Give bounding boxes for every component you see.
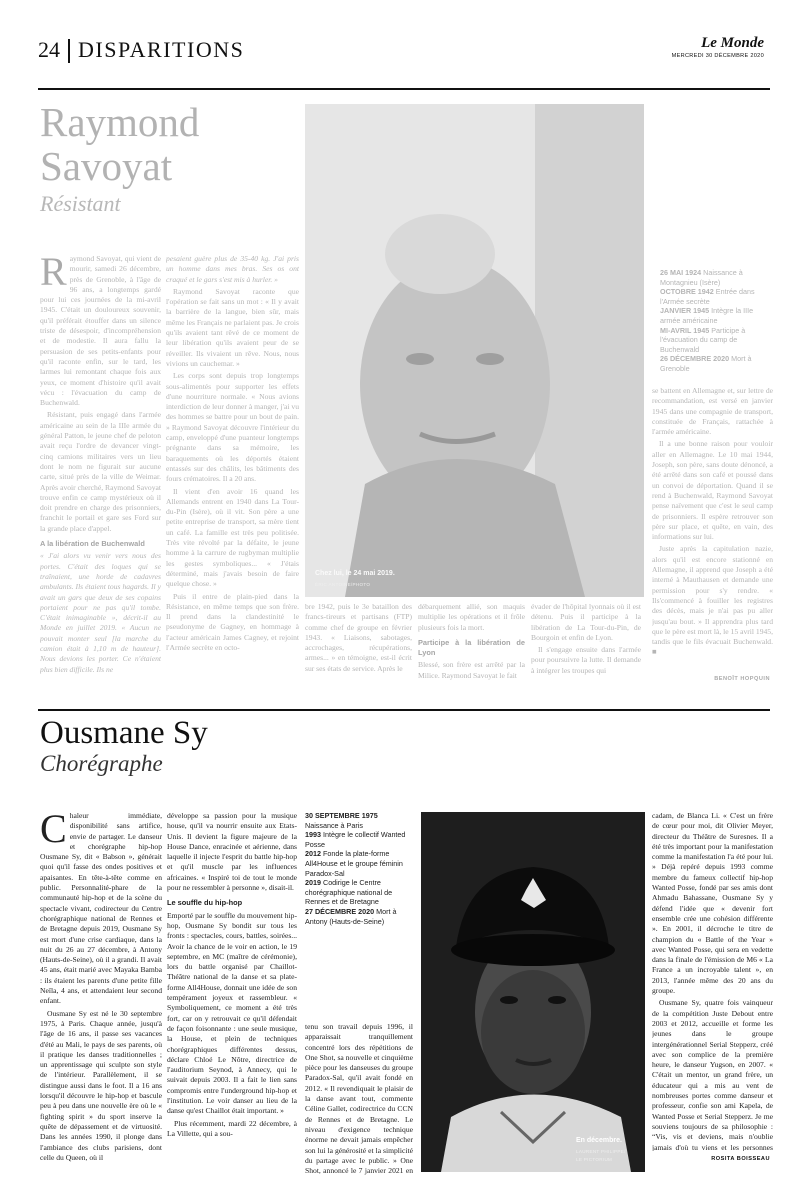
article1-role: Résistant <box>40 191 121 216</box>
article2-role: Chorégraphe <box>40 751 163 776</box>
article2-column-1: Chaleur immédiate, disponibilité sans artifice, envie de partager. Le danseur et chorégraphe hip-hop Ousmane Sy, dit « Babson », générait quoi qu'il fasse des ondes positives et apaisantes. En tête-à-tête comme en public. Personnalité-phare de la communauté hip-hop et de la scène du spectacle vivant, codirecteur du Centre chorégraphique national de Rennes et de Bretagne depuis 2019, Ousmane Sy est mort d'une crise cardiaque, dans la nuit du 26 au 27 décembre, à Antony (Hauts-de-Seine), où il a grandi. Il avait 45 ans, était marié avec Mayaka Bamba : ils étaient les parents d'une petite fille Neïla, 4 ans, et attendaient leur second enfant. Ousmane Sy est né le 30 septembre 1975, à Paris. Chaque année, jusqu'à l'âge de 16 ans, il passe ses vacances d'été au Mali, le pays de ses parents, où il pratique les danses traditionnelles ; un apprentissage qui sculpte son style de l'intérieur. Parallèlement, il se distingue aussi dans le foot. Il a 16 ans lorsqu'il découvre le hip-hop et bascule peu à peu dans une nouvelle ère où le « fighting spirit » du sport inserve la quête de dépassement et de virtuosité. Dans les années 1990, il plonge dans l'ambiance des clubs parisiens, dont celle du Queen, où il <box>40 811 162 1162</box>
bio-entry: OCTOBRE 1942 Entrée dans l'Armée secrète <box>660 287 755 306</box>
bio-entry: 1993 Intègre le collectif Wanted Posse <box>305 830 406 849</box>
section-rule <box>38 709 770 711</box>
article2-dropcap: C <box>40 811 67 851</box>
bio-entry: 26 DÉCEMBRE 2020 Mort à Grenoble <box>660 354 752 373</box>
article1-subhead-2: Participe à la libération de Lyon <box>418 637 525 658</box>
bio-entry: 2012 Fonde la plate-forme All4House et le groupe féminin Paradox-Sal <box>305 849 403 878</box>
bio-entry: JANVIER 1945 Intègre la IIIe armée américaine <box>660 306 754 325</box>
article2-photo-credit-1: LAURENT PHILIPPE/ <box>576 1149 626 1154</box>
article1-subhead-1: A la libération de Buchenwald <box>40 539 145 549</box>
bio-entry: MI-AVRIL 1945 Participe à l'évacuation du camp de Buchenwald <box>660 325 746 354</box>
article1-photo-credit: ÉRIC ANTOINE/PHOTO <box>315 582 371 587</box>
issue-date: MERCREDI 30 DÉCEMBRE 2020 <box>671 53 764 59</box>
header-divider <box>68 39 70 63</box>
article1-bio <box>660 268 772 374</box>
article2-title: Ousmane Sy <box>40 715 208 751</box>
article2-bio <box>305 811 413 926</box>
article1-column-6: se battent en Allemagne et, sur lettre de recommandation, est versé en janvier 1945 dans une compagnie de transport, constituée de Français, rattachée à l'armée américaine. Il a une bonne raison pour vouloir aller en Allemagne. Le 10 mai 1944, Joseph, son père, sans doute dénoncé, a été arrêté dans son café et poussé dans un convoi de déportation. Quand il se rend à Buchenwald, Raymond Savoyat pense naïvement que c'est le seul camp de prisonniers. Il espère retrouver son père sur place, et quête, en vain, des informations sur lui. Juste après la capitulation nazie, alors qu'il est encore stationné en Allemagne, il apprend que Joseph a été interné à Mauthausen et demande une permission pour s'y rendre. « Ils'commencé à fouiller les registres des décès, mais je n'ai pas pu aller jusqu'au bout. » Il apprendra plus tard que le père est mort là, le 15 avril 1945, tandis que le fils évacuait Buchenwald. ■ <box>652 386 773 657</box>
article1-photo <box>305 104 644 597</box>
article1-name-line1: Raymond <box>40 99 200 145</box>
portrait-illustration <box>305 104 644 597</box>
page-header <box>38 33 770 73</box>
article1-photo-caption: Chez lui, le 24 mai 2019. <box>315 570 395 577</box>
bio-entry: 2019 Codirige le Centre chorégraphique national de Rennes et de Bretagne <box>305 878 393 907</box>
article2-subhead: Le souffle du hip-hop <box>167 898 243 908</box>
article2-signature: ROSITA BOISSEAU <box>711 1156 770 1162</box>
article1-column-5: évader de l'hôpital lyonnais où il est détenu. Puis il participe à la libération de La Tour-du-Pin, de Bourgoin et enfin de Lyon. Il s'engage ensuite dans l'armée pour poursuivre la lutte. Il demande à intégrer les troupes qui <box>531 602 641 675</box>
article2-column-4: cadam, de Blanca Li. « C'est un frère de cœur pour moi, dit Olivier Meyer, directeur du Théâtre de Suresnes. Il a été très important pour la manifestation comme la manifestation l'a été pour lui. » Déjà repéré depuis 1993 comme membre du fameux collectif hip-hop Wanted Posse, fondé par ses amis dont Ahmadu Bahassane, Ousmane Sy y défend l'idée que « devenir fort ensemble crée une cohésion différente ». En 2001, il décroche le titre de champion du « Battle of the Year » avec Wanted Posse, qui sera en vedette dans la finale de l'émission de M6 « La France a un incroyable talent », en 2013, l'année même des 20 ans du groupe. Ousmane Sy, quatre fois vainqueur de la compétition Juste Debout entre 2003 et 2012, accueille et forme les jeunes dans le groupe intergénérationnel Serial Stepperz, créé avec son complice de la première heure, le danseur Yugson, en 2007. « C'était un mentor, un grand frère, un éducateur qui a mis au vent de nombreuses portes comme danseur et professeur, confie son ami Kapela, de Wanted Posse et Serial Stepperz. Je me souviens toujours de sa philosophie : “Vis, vis et deviens, mais n'oublie jamais d'où tu viens et les personnes <box>652 811 773 1151</box>
article1-signature: BENOÎT HOPQUIN <box>714 676 770 682</box>
article2-photo <box>421 812 645 1172</box>
bio-entry: 26 MAI 1924 Naissance à Montagnieu (Isère) <box>660 268 743 287</box>
section-title: DISPARITIONS <box>78 37 245 62</box>
article2-column-2: développe sa passion pour la musique house, qu'il va nourrir ensuite aux Etats-Unis. Il devient la figure majeure de la House Dance, enracinée et aérienne, dans laquelle il injecte l'esprit du battle hip-hop et qu'il muscle par les influences africaines. « Inspiré toi de tout le monde pour ne ressembler à personne », disait-il. Le souffle du hip-hop Emporté par le souffle du mouvement hip-hop, Ousmane Sy bondit sur tous les fronts : spectacles, cours, battles, soirées... Avoir la chance de le voir en action, le 19 septembre, en MC (maître de cérémonie), lors du battle organisé par Chaillot-Théâtre national de la danse et sa plate-forme All4House, donnait une idée de son tempérament joyeux et rassembleur. « Symboliquement, ce moment a été très fort, car on y retrouvait ce qu'il défendait de façon foisonnante : une seule musique, la House, et plein de techniques chorégraphiques différentes dessus, déclare Chloé Le Nôtre, directrice de l'auditorium Seynod, à Annecy, qui le suivait depuis 2003. Il a fait le lien sans compromis entre l'underground hip-hop et l'institution. Le voir danser au lieu de la danse qu'est Chaillot était important. » Plus récemment, mardi 22 décembre, à La Villette, qui a sou- <box>167 811 297 1138</box>
article1-dropcap: R <box>40 254 67 294</box>
article2-photo-caption: En décembre. <box>576 1137 622 1144</box>
page-number: 24 <box>38 37 60 62</box>
article1-column-4: débarquement allié, son maquis multiplie les opérations et il frôle plusieurs fois la mort. Participe à la libération de Lyon Blessé, son frère est arrêté par la Milice. Raymond Savoyat le fait <box>418 602 525 680</box>
article1-column-3: bre 1942, puis le 3e bataillon des francs-tireurs et partisans (FTP) comme chef de groupe en février 1943. « Liaisons, sabotages, accrochages, récupérations, armes... » en témoigne, est-il écrit sur ses états de service. Après le <box>305 602 412 673</box>
newspaper-logo: Le Monde <box>701 35 764 51</box>
article1-column-1: Raymond Savoyat, qui vient de mourir, samedi 26 décembre, près de Grenoble, à l'âge de 96 ans, a longtemps gardé pour lui ces journées de la mi-avril 1945. C'était un douloureux souvenir, qu'il préférait étouffer dans un silence triste de désespoir, d'incompréhension et de modestie. Il aura fallu la persuasion de ses petits-enfants pour qu'il raconte enfin, sur le tard, les larmes lui remontant chaque fois aux yeux, ce moment d'histoire qu'il avait vécu : l'évacuation du camp de Buchenwald. Résistant, puis engagé dans l'armée américaine au sein de la IIIe armée du général Patton, le jeune chef de peloton avait reçu l'ordre de devancer vingt-cinq camions militaires vers un lieu dont le nom ne figurait sur aucune carte, situé près de la ville de Weimar. Après avoir cherché, Raymond Savoyat trouve enfin ce camp mystérieux où il doit prendre en charge des prisonniers, franchit le portail et gare ses Ford sur la grande place d'appel. A la libération de Buchenwald « J'ai alors vu venir vers nous des portes. C'était des loques qui se traînaient, une horde de cadavres ambulants. Ils étaient tous hagards. Il y avait un gars que deux de ses copains portaient pour ne pas qu'il tombe. C'était inimaginable », décrit-il au Monde en juillet 2019. « Aucun ne pouvait monter seul [la marche du camion était à 1,10 m de hauteur]. Nous devions les porter. Ce n'étaient plus bien difficile. Ils ne <box>40 254 161 674</box>
article1-name-line2: Savoyat <box>40 143 173 189</box>
bio-entry: 27 DÉCEMBRE 2020 Mort à Antony (Hauts-de-Seine) <box>305 906 397 926</box>
article1-column-2: pesaient guère plus de 35-40 kg. J'ai pris un homme dans mes bras. Ses os ont craqué et le gars s'est mis à hurler. » Raymond Savoyat raconte que l'opération se fait sans un mot : « Il y avait la barrière de la langue, bien sûr, mais même les Français ne parlaient pas. Je crois qu'ils avaient tant rêvé de ce moment de leur libération qu'ils avaient peur de se réveiller. Ils vivaient un rêve. Nous, nous vivions un cauchemar. » Les corps sont depuis trop longtemps sous-alimentés pour supporter les effets d'une nourriture normale. « Nous avions interdiction de leur donner à manger, j'ai vu des hommes se battre pour un bout de pain. » Raymond Savoyat découvre l'intérieur du camp, enveloppé d'une puanteur longtemps prégnante dans sa mémoire, les baraquements où les déportés étaient entassés sur des châlits, les bâtiments des fours crématoires. Il a 20 ans. Il vient d'en avoir 16 quand les Allemands entrent en 1940 dans La Tour-du-Pin (Isère), où il vit. Son père a une petite entreprise de transport, sa mère tient un café. La famille est très peu politisée. Très vite révolté par la défaite, le jeune homme à la carrure de rugbyman multiplie les gestes symboliques... « J'étais déterminé, mais j'avais besoin de faire quelque chose. » Puis il entre de plain-pied dans la Résistance, en même temps que son frère. Il prend dans la clandestinité le pseudonyme de Gagney, en hommage à l'acteur américain James Cagney, et rejoint l'Armée secrète en octo- <box>166 254 299 652</box>
header-rule <box>38 88 770 90</box>
article2-photo-credit-2: LE PICTORIUM <box>576 1157 613 1162</box>
bio-entry: 30 SEPTEMBRE 1975 Naissance à Paris <box>305 811 378 830</box>
article2-column-3: tenu son travail depuis 1996, il apparaissait tranquillement concentré lors des répétitions de One Shot, sa nouvelle et cinquième pièce pour les danseuses du groupe Paradox-Sal, qu'il avait fondé en 2012. « Il revendiquait le plaisir de la danse avant tout, commente Céline Gallet, codirectrice du CCN de Rennes et de Bretagne. Le niveau d'exigence technique énorme ne devait jamais empêcher son lui la générosité et la simplicité du partage avec le public. » One Shot, annoncé le 7 janvier 2021 en <box>305 1022 413 1176</box>
article1-title <box>40 100 199 188</box>
portrait-illustration <box>421 812 645 1172</box>
